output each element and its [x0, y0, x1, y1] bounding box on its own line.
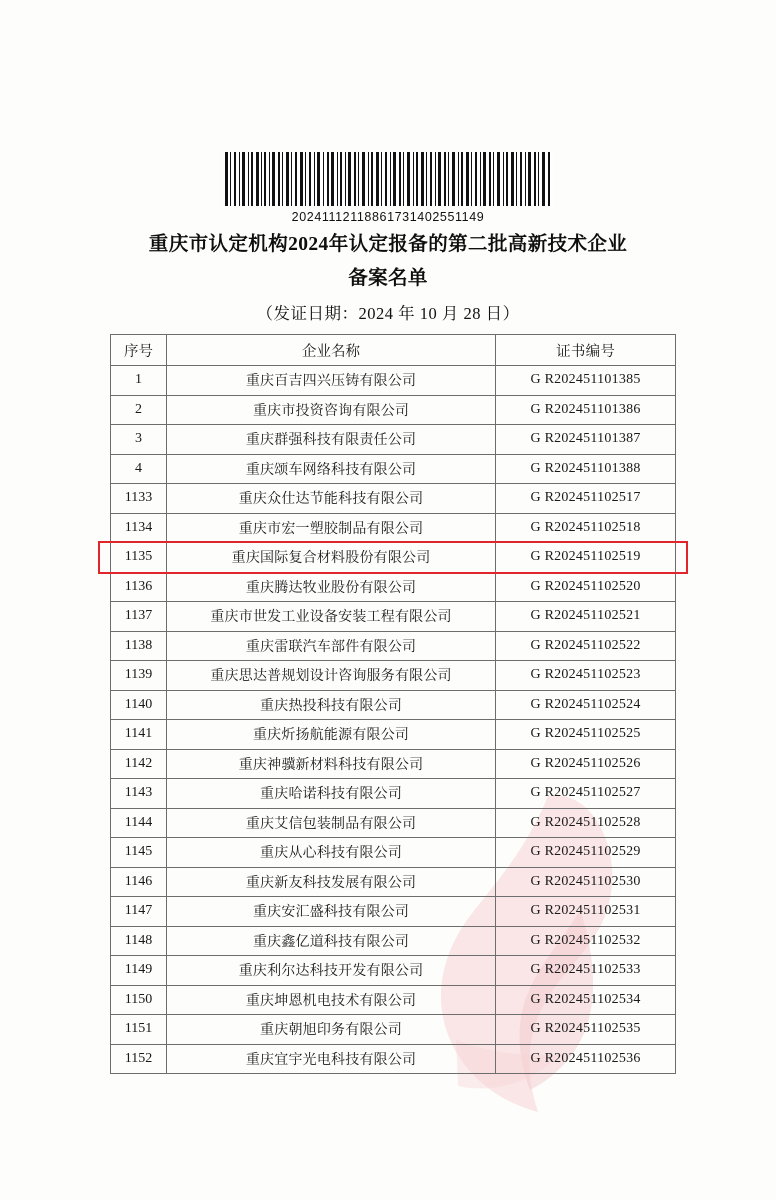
cell-certificate-number: G R202451102533 — [496, 956, 676, 986]
cell-certificate-number: G R202451101386 — [496, 395, 676, 425]
cell-index: 1151 — [111, 1015, 167, 1045]
cell-index: 1144 — [111, 808, 167, 838]
cell-enterprise-name: 重庆市投资咨询有限公司 — [166, 395, 495, 425]
cell-certificate-number: G R202451102525 — [496, 720, 676, 750]
issue-date: （发证日期：2024 年 10 月 28 日） — [256, 304, 520, 323]
cell-certificate-number: G R202451102528 — [496, 808, 676, 838]
cell-certificate-number: G R202451102517 — [496, 484, 676, 514]
cell-enterprise-name: 重庆市宏一塑胶制品有限公司 — [166, 513, 495, 543]
cell-certificate-number: G R202451102524 — [496, 690, 676, 720]
cell-certificate-number: G R202451102536 — [496, 1044, 676, 1074]
table-row — [111, 720, 676, 750]
cell-enterprise-name: 重庆神骥新材料科技有限公司 — [166, 749, 495, 779]
cell-enterprise-name: 重庆众仕达节能科技有限公司 — [166, 484, 495, 514]
cell-index: 1141 — [111, 720, 167, 750]
table-row — [111, 749, 676, 779]
cell-certificate-number: G R202451102535 — [496, 1015, 676, 1045]
cell-enterprise-name: 重庆雷联汽车部件有限公司 — [166, 631, 495, 661]
column-header-index: 序号 — [111, 335, 167, 366]
cell-index: 1152 — [111, 1044, 167, 1074]
cell-index: 1139 — [111, 661, 167, 691]
cell-enterprise-name: 重庆思达普规划设计咨询服务有限公司 — [166, 661, 495, 691]
table-row — [111, 631, 676, 661]
barcode-number: 20241112118861731402551149 — [291, 210, 485, 224]
table-row — [111, 838, 676, 868]
cell-certificate-number: G R202451102527 — [496, 779, 676, 809]
table-row — [111, 926, 676, 956]
table-row — [111, 779, 676, 809]
cell-index: 1146 — [111, 867, 167, 897]
cell-index: 1143 — [111, 779, 167, 809]
cell-certificate-number: G R202451102526 — [496, 749, 676, 779]
cell-index: 1148 — [111, 926, 167, 956]
page-title — [88, 228, 688, 296]
cell-index: 1135 — [111, 543, 167, 573]
cell-index: 1138 — [111, 631, 167, 661]
cell-index: 1137 — [111, 602, 167, 632]
cell-enterprise-name: 重庆炘扬航能源有限公司 — [166, 720, 495, 750]
cell-enterprise-name: 重庆朝旭印务有限公司 — [166, 1015, 495, 1045]
cell-certificate-number: G R202451102530 — [496, 867, 676, 897]
cell-enterprise-name: 重庆利尔达科技开发有限公司 — [166, 956, 495, 986]
cell-enterprise-name: 重庆国际复合材料股份有限公司 — [166, 543, 495, 573]
page-title-line-1: 重庆市认定机构2024年认定报备的第二批高新技术企业 — [148, 234, 628, 255]
column-header-name: 企业名称 — [166, 335, 495, 366]
cell-index: 1150 — [111, 985, 167, 1015]
cell-certificate-number: G R202451102521 — [496, 602, 676, 632]
table-row — [111, 602, 676, 632]
enterprise-listing-table — [110, 334, 676, 1074]
cell-certificate-number: G R202451102522 — [496, 631, 676, 661]
cell-index: 1140 — [111, 690, 167, 720]
cell-enterprise-name: 重庆鑫亿道科技有限公司 — [166, 926, 495, 956]
cell-index: 2 — [111, 395, 167, 425]
table-header-row — [111, 335, 676, 366]
cell-certificate-number: G R202451101385 — [496, 366, 676, 396]
cell-enterprise-name: 重庆新友科技发展有限公司 — [166, 867, 495, 897]
cell-enterprise-name: 重庆哈诺科技有限公司 — [166, 779, 495, 809]
table-row — [111, 661, 676, 691]
table-row — [111, 543, 676, 573]
cell-enterprise-name: 重庆腾达牧业股份有限公司 — [166, 572, 495, 602]
cell-certificate-number: G R202451102523 — [496, 661, 676, 691]
cell-index: 1142 — [111, 749, 167, 779]
cell-certificate-number: G R202451102519 — [496, 543, 676, 573]
cell-enterprise-name: 重庆群强科技有限责任公司 — [166, 425, 495, 455]
cell-index: 3 — [111, 425, 167, 455]
cell-index: 1147 — [111, 897, 167, 927]
table-row — [111, 484, 676, 514]
cell-enterprise-name: 重庆坤恩机电技术有限公司 — [166, 985, 495, 1015]
cell-index: 4 — [111, 454, 167, 484]
cell-certificate-number: G R202451102534 — [496, 985, 676, 1015]
cell-enterprise-name: 重庆宜宇光电科技有限公司 — [166, 1044, 495, 1074]
cell-enterprise-name: 重庆市世发工业设备安装工程有限公司 — [166, 602, 495, 632]
cell-certificate-number: G R202451101388 — [496, 454, 676, 484]
cell-enterprise-name: 重庆从心科技有限公司 — [166, 838, 495, 868]
barcode-block — [0, 152, 776, 224]
barcode-image — [223, 152, 553, 206]
table-row — [111, 956, 676, 986]
column-header-cert: 证书编号 — [496, 335, 676, 366]
cell-enterprise-name: 重庆百吉四兴压铸有限公司 — [166, 366, 495, 396]
cell-index: 1145 — [111, 838, 167, 868]
table-row — [111, 690, 676, 720]
cell-index: 1134 — [111, 513, 167, 543]
cell-certificate-number: G R202451102518 — [496, 513, 676, 543]
cell-index: 1136 — [111, 572, 167, 602]
cell-index: 1149 — [111, 956, 167, 986]
table-row — [111, 867, 676, 897]
table-row — [111, 366, 676, 396]
table-row — [111, 395, 676, 425]
table-row — [111, 897, 676, 927]
table-row — [111, 454, 676, 484]
cell-certificate-number: G R202451101387 — [496, 425, 676, 455]
table-row — [111, 1044, 676, 1074]
cell-certificate-number: G R202451102531 — [496, 897, 676, 927]
cell-enterprise-name: 重庆艾信包装制品有限公司 — [166, 808, 495, 838]
table-row — [111, 425, 676, 455]
page-title-line-2: 备案名单 — [348, 268, 428, 290]
cell-index: 1 — [111, 366, 167, 396]
cell-enterprise-name: 重庆安汇盛科技有限公司 — [166, 897, 495, 927]
table-row — [111, 1015, 676, 1045]
table-row — [111, 572, 676, 602]
cell-certificate-number: G R202451102520 — [496, 572, 676, 602]
table-row — [111, 808, 676, 838]
table-row — [111, 985, 676, 1015]
cell-certificate-number: G R202451102529 — [496, 838, 676, 868]
cell-enterprise-name: 重庆热投科技有限公司 — [166, 690, 495, 720]
cell-certificate-number: G R202451102532 — [496, 926, 676, 956]
cell-index: 1133 — [111, 484, 167, 514]
table-row — [111, 513, 676, 543]
cell-enterprise-name: 重庆颂车网络科技有限公司 — [166, 454, 495, 484]
